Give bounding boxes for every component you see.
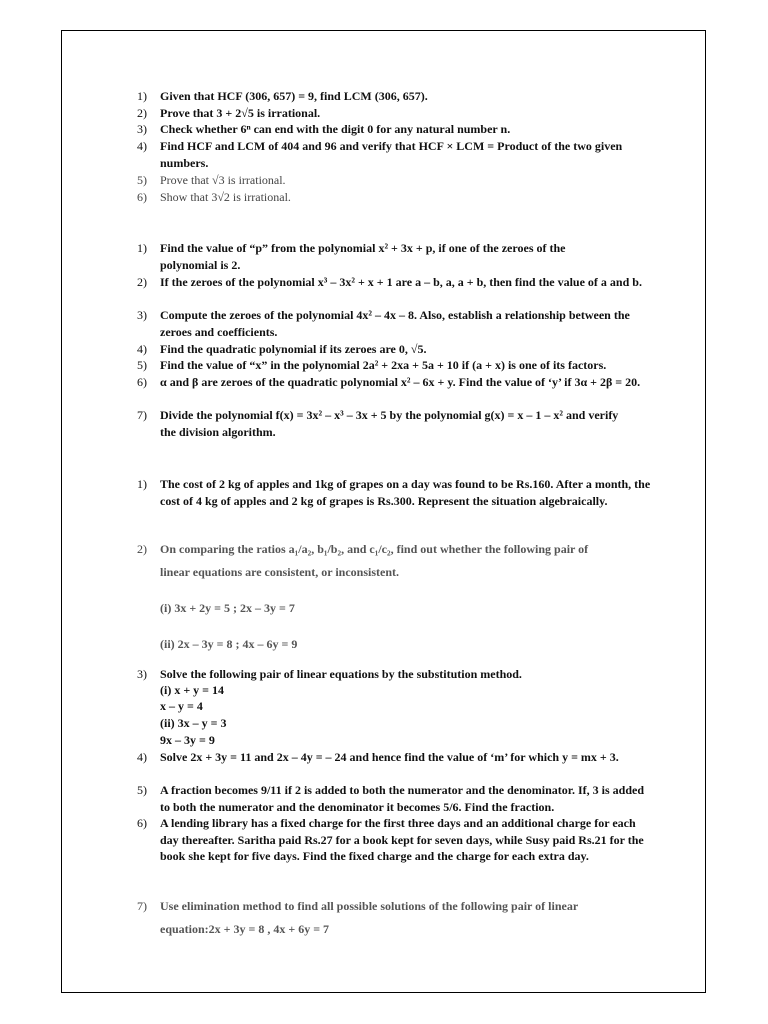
s1-q1-text: Given that HCF (306, 657) = 9, find LCM (306, 657). [160, 89, 428, 103]
s3-q3-eq4: 9x – 3y = 9 [160, 733, 215, 747]
s2-q1 [137, 240, 617, 273]
s3-q6-text: A lending library has a fixed charge for the first three days and an additional charge for each day thereafter. Saritha paid Rs.27 for a book kept for seven days, while Susy paid Rs.21 for the book she kept for five days. Find the fixed charge and the charge for each extra day. [160, 816, 644, 863]
s3-q2-text-line1: On comparing the ratios a₁/a₂, b₁/b₂, and c₁/c₂, find out whether the following pair of [160, 542, 589, 556]
s3-q3 [137, 666, 657, 683]
s2-q3-number: 3) [137, 308, 147, 322]
s3-q7 [137, 898, 657, 915]
s2-q2-text: If the zeroes of the polynomial x³ – 3x² + x + 1 are a – b, a, a + b, then find the value of a and b. [160, 275, 642, 289]
s3-q3-eq3: (ii) 3x – y = 3 [160, 716, 227, 730]
s2-q2-number: 2) [137, 275, 147, 289]
s3-q7-text-line2: equation:2x + 3y = 8 , 4x + 6y = 7 [160, 922, 330, 936]
s1-q2 [137, 105, 657, 122]
s1-q2-number: 2) [137, 106, 147, 120]
s2-q7 [137, 407, 637, 440]
s2-q4 [137, 341, 657, 358]
s2-q6-text: α and β are zeroes of the quadratic polynomial x² – 6x + y. Find the value of ‘y’ if 3α + 2β = 20. [160, 375, 641, 389]
s1-q3 [137, 121, 657, 138]
s3-q2-part-ii: (ii) 2x – 3y = 8 ; 4x – 6y = 9 [160, 637, 298, 651]
s3-q2-text-line2: linear equations are consistent, or inconsistent. [160, 565, 400, 579]
s1-q1-number: 1) [137, 89, 147, 103]
s3-q3-text: Solve the following pair of linear equations by the substitution method. [160, 667, 522, 681]
s1-q4 [137, 138, 632, 171]
s2-q1-number: 1) [137, 241, 147, 255]
s2-q4-number: 4) [137, 342, 147, 356]
s2-q3 [137, 307, 657, 340]
s2-q6-number: 6) [137, 375, 147, 389]
s1-q6-number: 6) [137, 190, 147, 204]
s2-q5-text: Find the value of “x” in the polynomial 2a² + 2xa + 5a + 10 if (a + x) is one of its factors. [160, 358, 607, 372]
s2-q3-text: Compute the zeroes of the polynomial 4x² – 4x – 8. Also, establish a relationship between the zeroes and coefficients. [160, 308, 630, 339]
s1-q6-text: Show that 3√2 is irrational. [160, 190, 291, 204]
s3-q4 [137, 749, 657, 766]
s2-q7-number: 7) [137, 408, 147, 422]
s1-q5-text: Prove that √3 is irrational. [160, 173, 286, 187]
s3-q7-number: 7) [137, 899, 147, 913]
s1-q3-text: Check whether 6ⁿ can end with the digit 0 for any natural number n. [160, 122, 511, 136]
s3-q7-text-line1: Use elimination method to find all possible solutions of the following pair of linear [160, 899, 579, 913]
s3-q2 [137, 541, 657, 558]
s2-q2 [137, 274, 657, 291]
s2-q1-text: Find the value of “p” from the polynomial x² + 3x + p, if one of the zeroes of the polynomial is 2. [160, 241, 566, 272]
s3-q1 [137, 476, 657, 509]
s1-q1 [137, 88, 657, 105]
s3-q1-text: The cost of 2 kg of apples and 1kg of grapes on a day was found to be Rs.160. After a month, the cost of 4 kg of apples and 2 kg of grapes is Rs.300. Represent the situation algebraically. [160, 477, 651, 508]
s1-q5-number: 5) [137, 173, 147, 187]
s3-q3-eq2: x – y = 4 [160, 699, 203, 713]
s3-q5 [137, 782, 657, 815]
s3-q6-number: 6) [137, 816, 147, 830]
s3-q2-part-i: (i) 3x + 2y = 5 ; 2x – 3y = 7 [160, 601, 295, 615]
s1-q4-text: Find HCF and LCM of 404 and 96 and verify that HCF × LCM = Product of the two given numbers. [160, 139, 623, 170]
s1-q2-text: Prove that 3 + 2√5 is irrational. [160, 106, 321, 120]
s3-q5-number: 5) [137, 783, 147, 797]
s3-q4-text: Solve 2x + 3y = 11 and 2x – 4y = – 24 and hence find the value of ‘m’ for which y = mx + 3. [160, 750, 619, 764]
s1-q6 [137, 189, 657, 206]
s2-q5 [137, 357, 657, 374]
s3-q1-number: 1) [137, 477, 147, 491]
s1-q4-number: 4) [137, 139, 147, 153]
s2-q4-text: Find the quadratic polynomial if its zeroes are 0, √5. [160, 342, 427, 356]
s3-q6 [137, 815, 657, 865]
s2-q5-number: 5) [137, 358, 147, 372]
s3-q4-number: 4) [137, 750, 147, 764]
s2-q6 [137, 374, 657, 391]
s1-q5 [137, 172, 657, 189]
s1-q3-number: 3) [137, 122, 147, 136]
s3-q2-number: 2) [137, 542, 147, 556]
s3-q3-eq1: (i) x + y = 14 [160, 683, 225, 697]
s3-q3-number: 3) [137, 667, 147, 681]
s3-q5-text: A fraction becomes 9/11 if 2 is added to both the numerator and the denominator. If, 3 is added to both the numerator and the denominator it becomes 5/6. Find the fraction. [160, 783, 645, 814]
s2-q7-text: Divide the polynomial f(x) = 3x² – x³ – 3x + 5 by the polynomial g(x) = x – 1 – x² and verify the division algorithm. [160, 408, 619, 439]
